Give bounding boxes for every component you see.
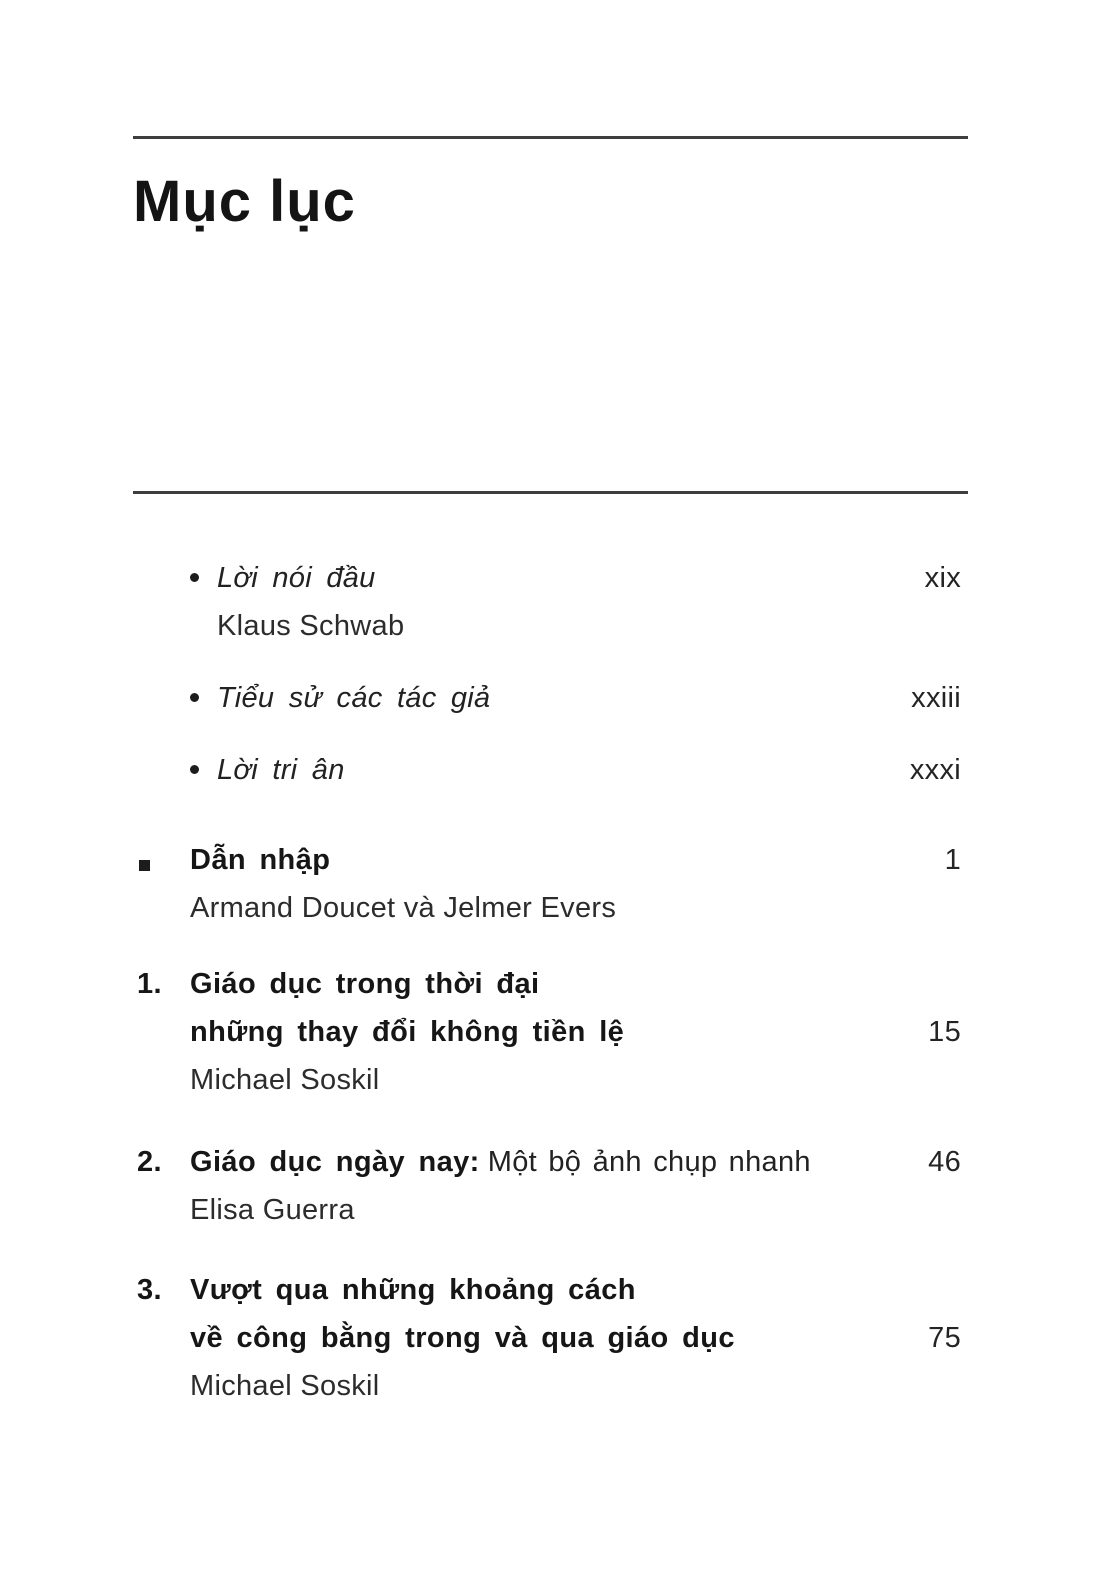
entry-author: Elisa Guerra: [190, 1194, 355, 1226]
entry-page-number: xix: [924, 562, 961, 594]
entry-title-line1: Giáo dục trong thời đại: [190, 968, 540, 1000]
entry-title-line2: về công bằng trong và qua giáo dục: [190, 1322, 735, 1354]
toc-entry-author-bios: [133, 674, 968, 722]
entry-page-number: 46: [928, 1146, 961, 1178]
entry-author: Armand Doucet và Jelmer Evers: [190, 892, 617, 924]
entry-page-number: 15: [928, 1016, 961, 1048]
entry-title-line2: những thay đổi không tiền lệ: [190, 1016, 625, 1048]
entry-main: [217, 746, 888, 794]
toc-entry-acknowledgements: [133, 746, 968, 794]
entry-main: [190, 836, 888, 932]
toc-entry-chapter-3: [133, 1266, 968, 1410]
middle-divider: [133, 491, 968, 494]
page-title: Mục lục: [133, 169, 356, 234]
entry-title: [190, 1138, 888, 1186]
toc-entry-chapter-2: [133, 1138, 968, 1234]
entry-title: Dẫn nhập: [190, 844, 331, 876]
entry-title-regular: Một bộ ảnh chụp nhanh: [487, 1146, 811, 1178]
chapter-number: 3.: [137, 1274, 162, 1306]
entry-main: [190, 960, 888, 1104]
round-bullet-icon: [133, 674, 217, 722]
entry-page-number: 1: [944, 844, 961, 876]
entry-main: [190, 1138, 888, 1234]
round-bullet-icon: [133, 746, 217, 794]
entry-main: [217, 554, 888, 650]
toc-entry-chapter-1: [133, 960, 968, 1104]
entry-author: Michael Soskil: [190, 1370, 380, 1402]
entry-page-number: xxiii: [911, 682, 961, 714]
entry-main: [217, 674, 888, 722]
round-bullet-icon: [133, 554, 217, 602]
entry-title-bold: Giáo dục ngày nay:: [190, 1146, 480, 1178]
toc-entry-preface: [133, 554, 968, 650]
entry-page-number: xxxi: [909, 754, 961, 786]
top-divider: [133, 136, 968, 139]
square-bullet-icon: [133, 836, 190, 884]
entry-author: Michael Soskil: [190, 1064, 380, 1096]
toc-entry-introduction: [133, 836, 968, 932]
entry-main: [190, 1266, 888, 1410]
page-content: [133, 0, 968, 1410]
chapter-number: 1.: [137, 968, 162, 1000]
entry-title: Lời nói đầu: [217, 562, 376, 594]
entry-title-line1: Vượt qua những khoảng cách: [190, 1274, 636, 1306]
entry-author: Klaus Schwab: [217, 610, 405, 642]
table-of-contents: [133, 554, 968, 1410]
entry-page-number: 75: [928, 1322, 961, 1354]
entry-title: Tiểu sử các tác giả: [217, 682, 491, 714]
chapter-number: 2.: [137, 1146, 162, 1178]
entry-title: Lời tri ân: [217, 754, 345, 786]
